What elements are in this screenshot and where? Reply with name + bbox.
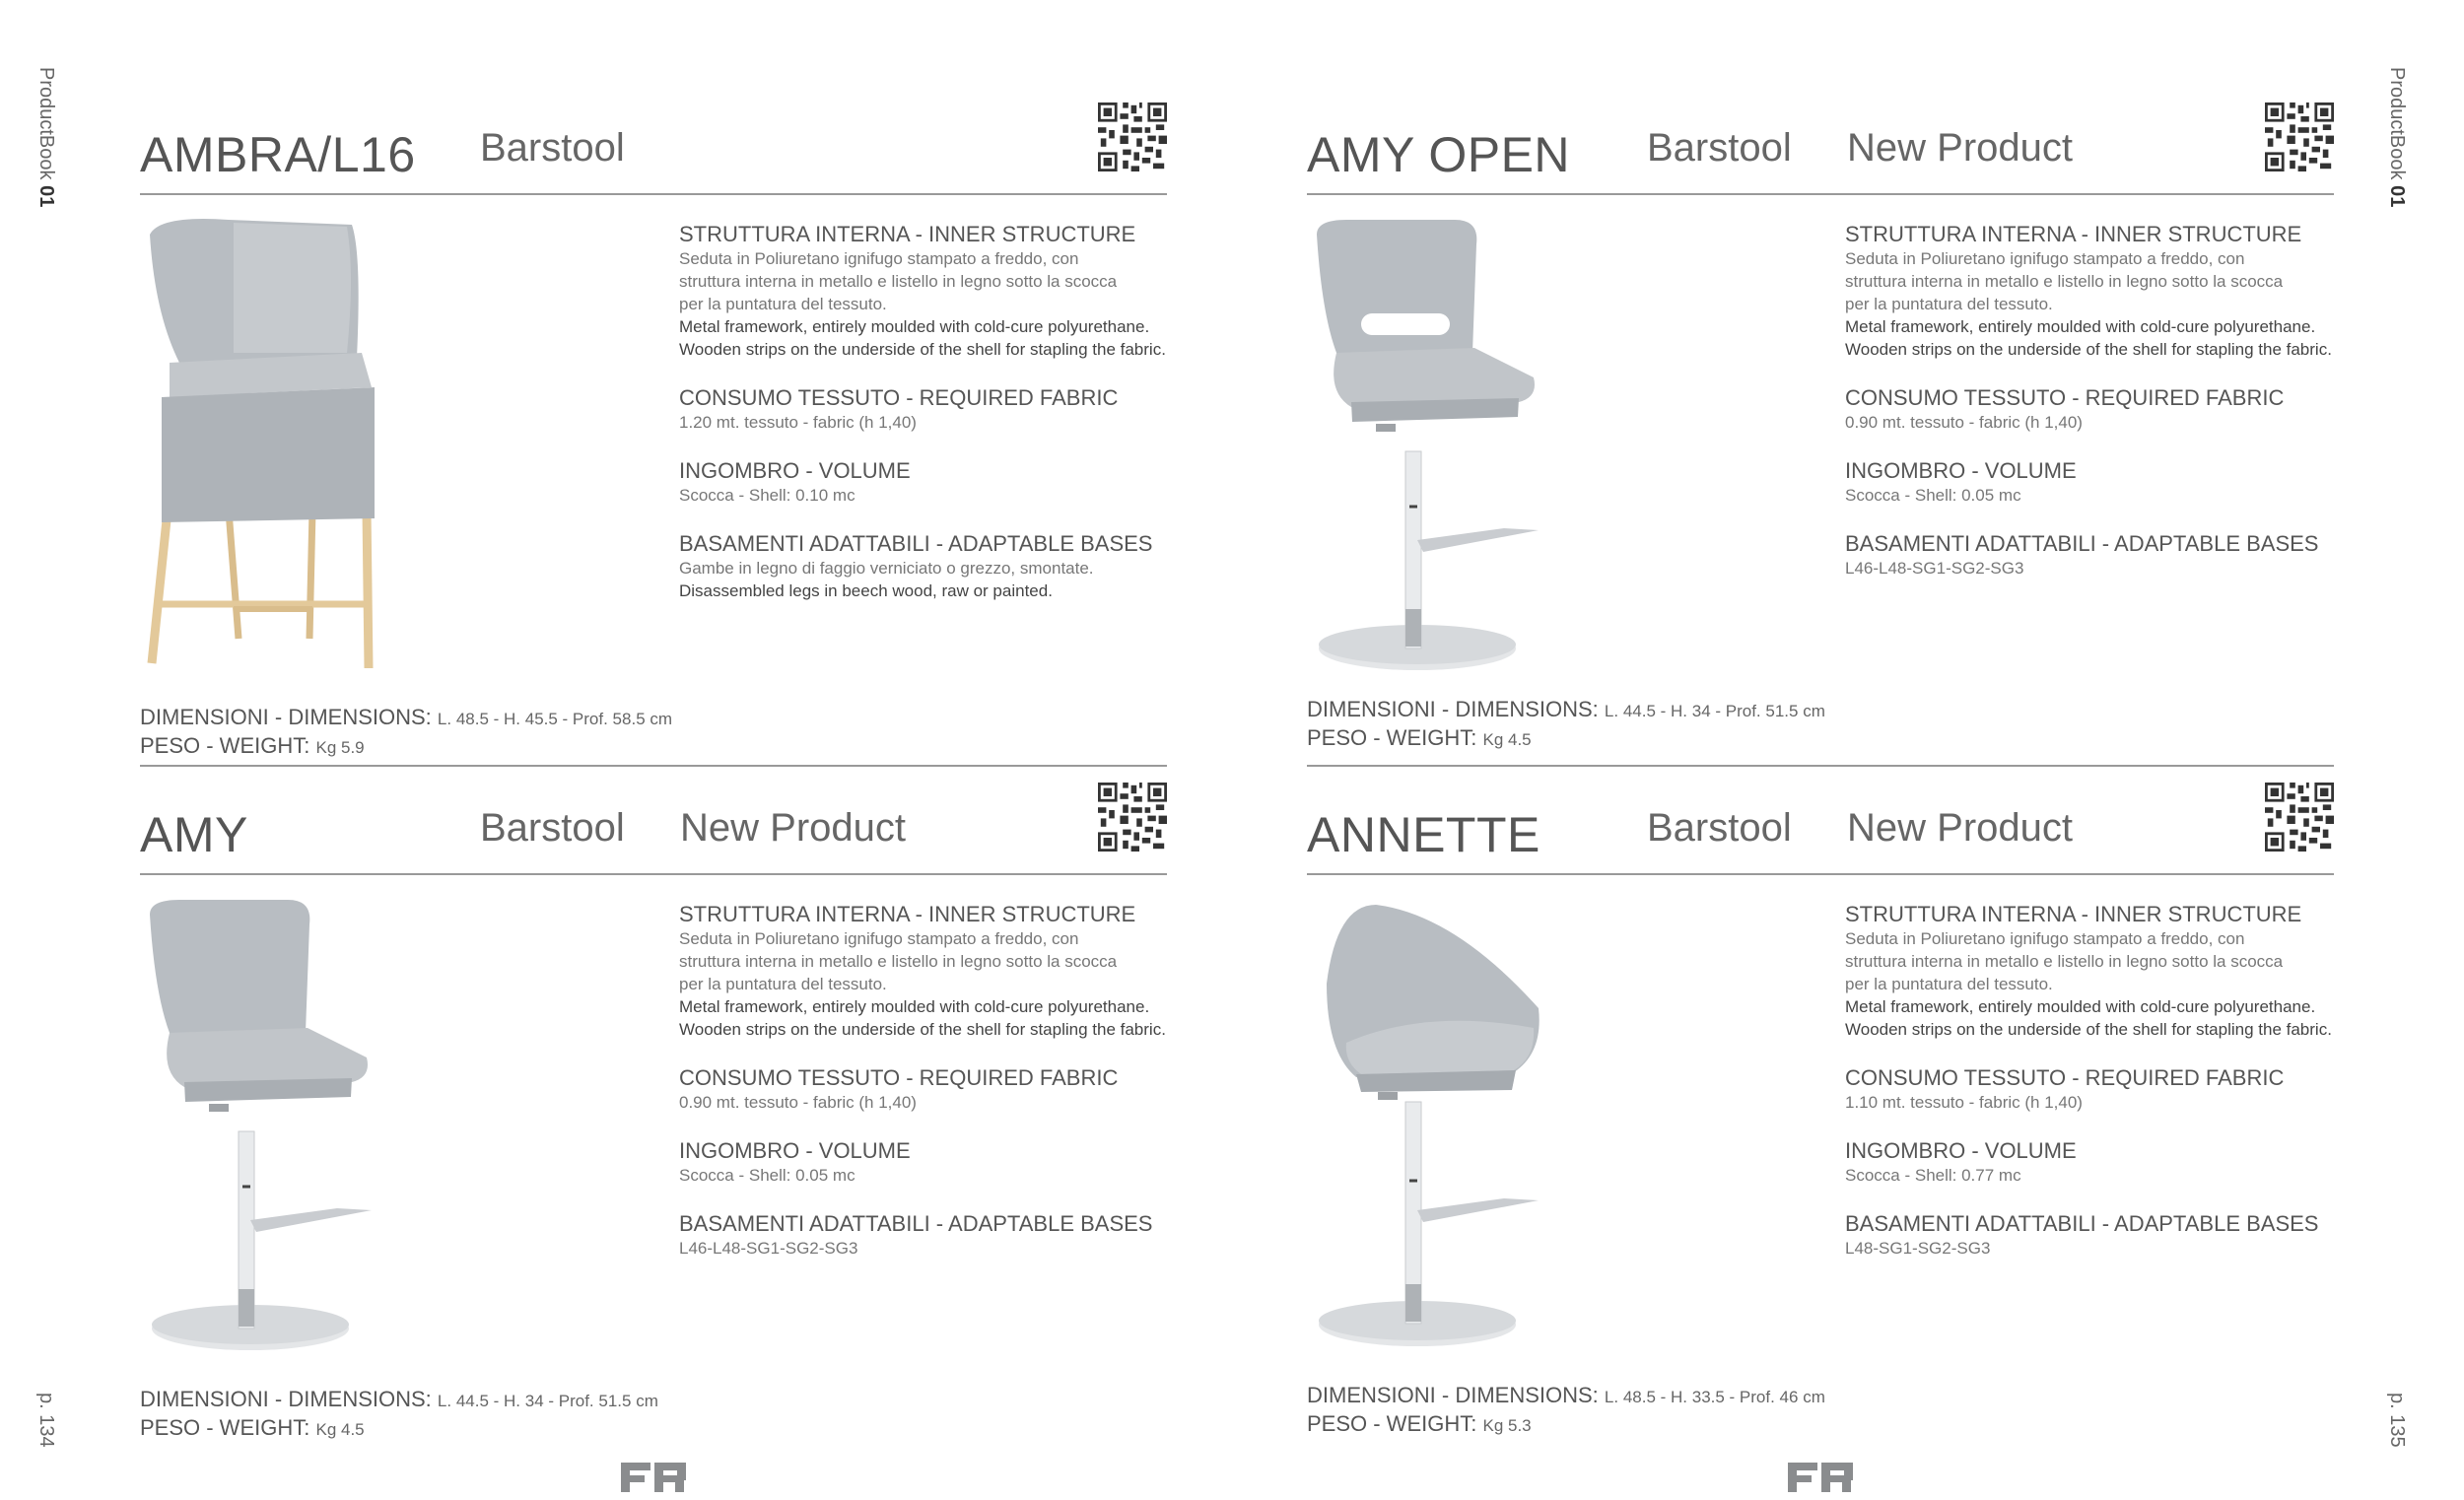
spec-line: 0.90 mt. tessuto - fabric (h 1,40) (679, 1093, 917, 1112)
book-label: ProductBook (35, 67, 57, 180)
weight-label: PESO - WEIGHT: (1307, 1411, 1477, 1436)
spec-line: Gambe in legno di faggio verniciato o grezzo, smontate. (679, 559, 1094, 578)
spec-line: Scocca - Shell: 0.77 mc (1845, 1166, 2021, 1185)
spec-bases (679, 530, 1172, 602)
spec-structure (1845, 901, 2338, 1041)
spec-heading: BASAMENTI ADATTABILI - ADAPTABLE BASES (679, 531, 1153, 556)
product-name: AMY (140, 807, 248, 862)
spec-line-en: Disassembled legs in beech wood, raw or painted. (679, 581, 1053, 600)
product-category: Barstool (480, 126, 625, 170)
spec-line: struttura interna in metallo e listello in legno sotto la scocca (1845, 952, 2284, 971)
spec-line: Seduta in Poliuretano ignifugo stampato a freddo, con (1845, 929, 2245, 948)
spec-line-en: Metal framework, entirely moulded with cold-cure polyurethane. (679, 997, 1150, 1016)
product-card-ambra-l16 (140, 87, 1167, 758)
spec-heading: STRUTTURA INTERNA - INNER STRUCTURE (679, 902, 1136, 926)
spec-line: 1.20 mt. tessuto - fabric (h 1,40) (679, 413, 917, 432)
product-photo-ambra-l16 (140, 215, 593, 678)
spec-structure (679, 221, 1172, 361)
product-card-annette (1307, 767, 2334, 1436)
new-product-badge: New Product (680, 806, 906, 850)
spec-heading: BASAMENTI ADATTABILI - ADAPTABLE BASES (1845, 531, 2319, 556)
weight-label: PESO - WEIGHT: (140, 733, 310, 758)
spec-bases (1845, 1210, 2338, 1260)
spec-fabric (679, 384, 1172, 434)
spec-heading: BASAMENTI ADATTABILI - ADAPTABLE BASES (679, 1211, 1153, 1236)
qr-code-icon[interactable] (1098, 783, 1167, 852)
product-photo-annette (1307, 895, 1760, 1358)
spec-list (1845, 221, 2338, 603)
weight-value: Kg 4.5 (315, 1420, 365, 1439)
productbook-label-right (2385, 67, 2408, 207)
spec-list (679, 901, 1172, 1283)
header-rule (140, 873, 1167, 875)
product-category: Barstool (1647, 806, 1792, 850)
weight-value: Kg 5.9 (315, 738, 365, 757)
spec-line-en: Wooden strips on the underside of the shell for stapling the fabric. (679, 340, 1166, 359)
dimensions-block (140, 1386, 658, 1443)
brand-logo (1788, 1463, 1853, 1492)
spec-heading: INGOMBRO - VOLUME (1845, 458, 2077, 483)
weight-label: PESO - WEIGHT: (140, 1415, 310, 1440)
spec-line-en: Metal framework, entirely moulded with cold-cure polyurethane. (1845, 997, 2316, 1016)
spec-volume (679, 1137, 1172, 1187)
dimensions-value: L. 48.5 - H. 45.5 - Prof. 58.5 cm (437, 710, 673, 728)
product-photo-amy-open (1307, 215, 1760, 678)
spec-volume (679, 457, 1172, 507)
spec-list (1845, 901, 2338, 1283)
product-card-amy-open (1307, 87, 2334, 750)
spec-heading: STRUTTURA INTERNA - INNER STRUCTURE (1845, 902, 2302, 926)
spec-heading: INGOMBRO - VOLUME (1845, 1138, 2077, 1163)
page-number-left: p. 134 (35, 1393, 57, 1448)
spec-line: L46-L48-SG1-SG2-SG3 (1845, 559, 2024, 578)
spec-heading: INGOMBRO - VOLUME (679, 458, 911, 483)
spec-line: per la puntatura del tessuto. (1845, 295, 2053, 313)
spec-line-en: Wooden strips on the underside of the shell for stapling the fabric. (1845, 1020, 2332, 1039)
spec-line: 1.10 mt. tessuto - fabric (h 1,40) (1845, 1093, 2083, 1112)
spec-line: Seduta in Poliuretano ignifugo stampato a freddo, con (679, 249, 1079, 268)
spec-bases (679, 1210, 1172, 1260)
dimensions-block (1307, 1382, 1825, 1439)
book-label: ProductBook (2386, 67, 2408, 180)
qr-code-icon[interactable] (1098, 102, 1167, 171)
spec-line: struttura interna in metallo e listello in legno sotto la scocca (1845, 272, 2284, 291)
spec-fabric (679, 1064, 1172, 1114)
product-category: Barstool (1647, 126, 1792, 170)
dimensions-value: L. 44.5 - H. 34 - Prof. 51.5 cm (1604, 702, 1825, 720)
spec-line: Seduta in Poliuretano ignifugo stampato a freddo, con (679, 929, 1079, 948)
spec-heading: CONSUMO TESSUTO - REQUIRED FABRIC (679, 385, 1119, 410)
header-rule (140, 193, 1167, 195)
product-name: AMBRA/L16 (140, 127, 416, 182)
spec-line: per la puntatura del tessuto. (679, 975, 887, 993)
spec-fabric (1845, 1064, 2338, 1114)
dimensions-label: DIMENSIONI - DIMENSIONS: (140, 1387, 432, 1411)
weight-value: Kg 4.5 (1482, 730, 1532, 749)
spec-line: struttura interna in metallo e listello in legno sotto la scocca (679, 272, 1118, 291)
qr-code-icon[interactable] (2265, 102, 2334, 171)
spec-volume (1845, 457, 2338, 507)
spec-line: Scocca - Shell: 0.05 mc (1845, 486, 2021, 505)
brand-logo (621, 1463, 686, 1492)
weight-label: PESO - WEIGHT: (1307, 725, 1477, 750)
spec-line-en: Metal framework, entirely moulded with cold-cure polyurethane. (1845, 317, 2316, 336)
spec-heading: CONSUMO TESSUTO - REQUIRED FABRIC (679, 1065, 1119, 1090)
spec-line: L48-SG1-SG2-SG3 (1845, 1239, 1991, 1258)
dimensions-value: L. 44.5 - H. 34 - Prof. 51.5 cm (437, 1392, 658, 1410)
spec-heading: STRUTTURA INTERNA - INNER STRUCTURE (1845, 222, 2302, 246)
spec-heading: INGOMBRO - VOLUME (679, 1138, 911, 1163)
spec-volume (1845, 1137, 2338, 1187)
spec-structure (679, 901, 1172, 1041)
page-number-right: p. 135 (2386, 1393, 2408, 1448)
product-photo-amy (140, 895, 593, 1358)
product-name: AMY OPEN (1307, 127, 1571, 182)
spec-line-en: Wooden strips on the underside of the shell for stapling the fabric. (679, 1020, 1166, 1039)
spec-heading: STRUTTURA INTERNA - INNER STRUCTURE (679, 222, 1136, 246)
spec-line-en: Metal framework, entirely moulded with cold-cure polyurethane. (679, 317, 1150, 336)
spec-heading: CONSUMO TESSUTO - REQUIRED FABRIC (1845, 385, 2285, 410)
book-number: 01 (35, 185, 57, 208)
dimensions-label: DIMENSIONI - DIMENSIONS: (1307, 1383, 1599, 1407)
weight-value: Kg 5.3 (1482, 1416, 1532, 1435)
dimensions-block (1307, 696, 1825, 753)
dimensions-value: L. 48.5 - H. 33.5 - Prof. 46 cm (1604, 1388, 1825, 1406)
spec-structure (1845, 221, 2338, 361)
product-name: ANNETTE (1307, 807, 1540, 862)
spec-line: Scocca - Shell: 0.05 mc (679, 1166, 856, 1185)
spec-line: per la puntatura del tessuto. (679, 295, 887, 313)
spec-list (679, 221, 1172, 626)
dimensions-block (140, 704, 672, 761)
dimensions-label: DIMENSIONI - DIMENSIONS: (1307, 697, 1599, 721)
productbook-label-left (34, 67, 57, 207)
product-category: Barstool (480, 806, 625, 850)
spec-line-en: Wooden strips on the underside of the shell for stapling the fabric. (1845, 340, 2332, 359)
new-product-badge: New Product (1847, 806, 2073, 850)
spec-line: struttura interna in metallo e listello in legno sotto la scocca (679, 952, 1118, 971)
spec-heading: CONSUMO TESSUTO - REQUIRED FABRIC (1845, 1065, 2285, 1090)
header-rule (1307, 873, 2334, 875)
spec-bases (1845, 530, 2338, 580)
book-number: 01 (2386, 185, 2408, 208)
dimensions-label: DIMENSIONI - DIMENSIONS: (140, 705, 432, 729)
spec-fabric (1845, 384, 2338, 434)
spec-line: 0.90 mt. tessuto - fabric (h 1,40) (1845, 413, 2083, 432)
spec-line: Scocca - Shell: 0.10 mc (679, 486, 856, 505)
spec-line: per la puntatura del tessuto. (1845, 975, 2053, 993)
spec-line: L46-L48-SG1-SG2-SG3 (679, 1239, 858, 1258)
qr-code-icon[interactable] (2265, 783, 2334, 852)
new-product-badge: New Product (1847, 126, 2073, 170)
product-card-amy (140, 767, 1167, 1440)
spec-line: Seduta in Poliuretano ignifugo stampato a freddo, con (1845, 249, 2245, 268)
spec-heading: BASAMENTI ADATTABILI - ADAPTABLE BASES (1845, 1211, 2319, 1236)
header-rule (1307, 193, 2334, 195)
